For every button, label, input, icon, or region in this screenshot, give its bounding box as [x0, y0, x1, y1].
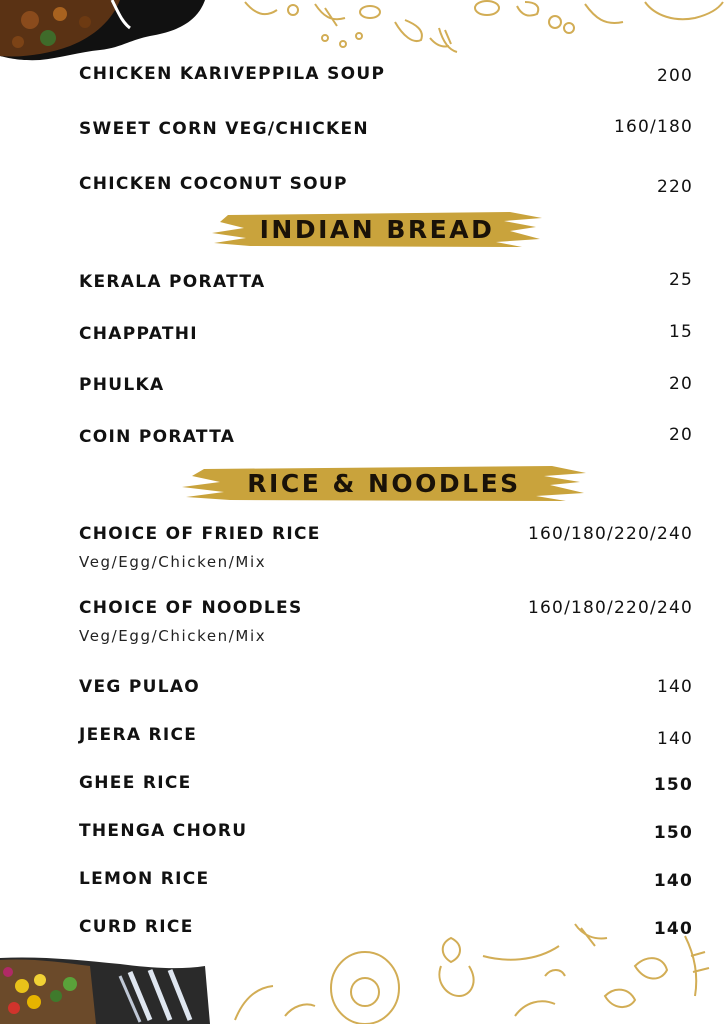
item-name-text: CHOICE OF FRIED RICE	[79, 524, 321, 544]
food-photo-top-left	[0, 0, 210, 62]
menu-item-veg-pulao	[79, 677, 693, 697]
item-name: CURD RICE	[79, 917, 194, 937]
menu-item-thenga-choru	[79, 821, 693, 843]
menu-item-noodles	[79, 598, 693, 645]
menu-item-lemon-rice	[79, 869, 693, 891]
item-name: THENGA CHORU	[79, 821, 248, 841]
item-name-text: CHOICE OF NOODLES	[79, 598, 303, 618]
item-name: JEERA RICE	[79, 725, 198, 745]
item-price: 140	[653, 871, 693, 891]
menu-item-kerala-poratta	[79, 272, 693, 292]
item-price: 15	[668, 322, 693, 342]
item-price: 25	[668, 270, 693, 290]
item-price: 160/180	[613, 117, 693, 137]
vegetable-doodle-border-bottom	[215, 916, 726, 1024]
item-name: GHEE RICE	[79, 773, 192, 793]
item-name	[79, 524, 321, 571]
item-price: 200	[656, 66, 693, 86]
item-price: 220	[656, 177, 693, 197]
menu-item-chappathi	[79, 324, 693, 344]
item-name: CHICKEN KARIVEPPILA SOUP	[79, 64, 386, 84]
vegetable-doodle-border-top	[225, 0, 726, 58]
item-subtitle: Veg/Egg/Chicken/Mix	[79, 627, 267, 645]
item-name: COIN PORATTA	[79, 427, 236, 447]
item-price: 20	[668, 425, 693, 445]
section-banner-rice-noodles	[180, 463, 588, 503]
item-name: CHAPPATHI	[79, 324, 198, 344]
item-price: 20	[668, 374, 693, 394]
section-banner-indian-bread	[210, 209, 544, 249]
item-price: 160/180/220/240	[528, 524, 693, 544]
item-subtitle: Veg/Egg/Chicken/Mix	[79, 553, 267, 571]
item-name: KERALA PORATTA	[79, 272, 266, 292]
item-price: 150	[653, 775, 693, 795]
item-price: 140	[656, 729, 693, 749]
menu-item-phulka	[79, 375, 693, 395]
menu-item-coin-poratta	[79, 427, 693, 447]
item-name: PHULKA	[79, 375, 165, 395]
menu-item-ghee-rice	[79, 773, 693, 795]
menu-item-fried-rice	[79, 524, 693, 571]
item-name: SWEET CORN VEG/CHICKEN	[79, 119, 369, 139]
menu-item-chicken-kariveppila-soup	[79, 64, 693, 86]
item-price: 150	[653, 823, 693, 843]
item-name: VEG PULAO	[79, 677, 201, 697]
item-price: 140	[653, 919, 693, 939]
item-name: LEMON RICE	[79, 869, 210, 889]
item-name	[79, 598, 303, 645]
food-photo-bottom-left	[0, 956, 210, 1024]
section-title: INDIAN BREAD	[259, 214, 495, 244]
menu-item-jeera-rice	[79, 725, 693, 749]
item-price: 140	[656, 677, 693, 697]
menu-item-chicken-coconut-soup	[79, 174, 693, 197]
menu-item-sweet-corn	[79, 119, 693, 139]
section-title: RICE & NOODLES	[247, 468, 521, 498]
item-price: 160/180/220/240	[528, 598, 693, 618]
item-name: CHICKEN COCONUT SOUP	[79, 174, 348, 194]
